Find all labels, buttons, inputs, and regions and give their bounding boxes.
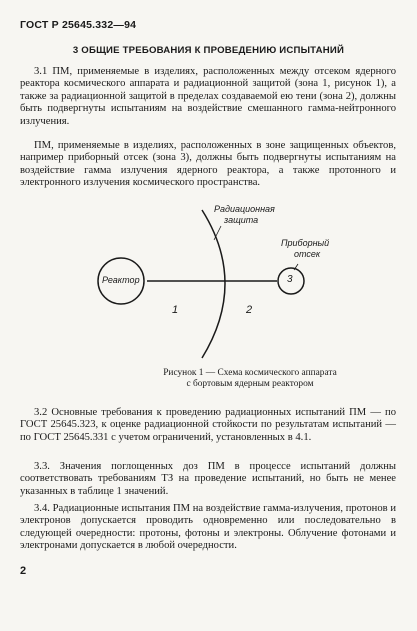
paragraph-3-4: 3.4. Радиационные испытания ПМ на воздействие гамма-излучения, протонов и электронов допускается проводить одновременно или последовательно в следующей очередности: протоны, фотоны и электроны. Облучение фотонами и электронами допускается в любой очередности. [20,503,396,552]
section-title: 3 ОБЩИЕ ТРЕБОВАНИЯ К ПРОВЕДЕНИЮ ИСПЫТАНИЙ [72,45,345,56]
paragraph-3-1: 3.1 ПМ, применяемые в изделиях, расположенных между отсеком ядерного реактора космического аппарата и радиационной защитой (зона 1, рисунок 1), а также за радиационной защитой в пределах создаваемой ею тени (зона 2), должны быть подвергнуты испытаниям на воздействие смешанного гамма-нейтронного излучения. [20,66,396,127]
paragraph-3-3: 3.3. Значения поглощенных доз ПМ в процессе испытаний должны соответствовать требованиям ТЗ на проведение испытаний, но быть не менее указанных в таблице 1 значений. [20,461,396,497]
shield-arc [202,210,225,358]
figure-diagram [0,198,417,360]
zone-2-label: 2 [246,304,253,316]
zone-1-label: 1 [172,304,179,316]
paragraph-3-1-cont: ПМ, применяемые в изделиях, расположенных в зоне защищенных объектов, например приборный отсек (зона 3), должны быть подвергнуты испытаниям на воздействие гамма излучения ядерного реактора, а также протонного и электронного излучения космического пространства. [20,140,396,189]
zone-3-label: 3 [287,274,293,285]
shield-leader [214,226,221,240]
shield-label-line1: Радиационная [214,204,275,214]
document-header: ГОСТ Р 25645.332—94 [20,19,137,31]
compartment-label-line1: Приборный [281,238,330,248]
page-number: 2 [20,565,27,577]
paragraph-3-2: 3.2 Основные требования к проведению радиационных испытаний ПМ — по ГОСТ 25645.323, к оценке радиационной стойкости по результатам испытаний — по ГОСТ 25645.331 с учетом ограничений, установленных в 4.1. [20,407,396,443]
figure-caption: Рисунок 1 — Схема космического аппарата с бортовым ядерным реактором [163,368,337,389]
reactor-label: Реактор [102,275,140,285]
compartment-label-line2: отсек [294,249,321,259]
figure-1 [0,198,417,360]
shield-label-line2: защита [224,215,259,225]
